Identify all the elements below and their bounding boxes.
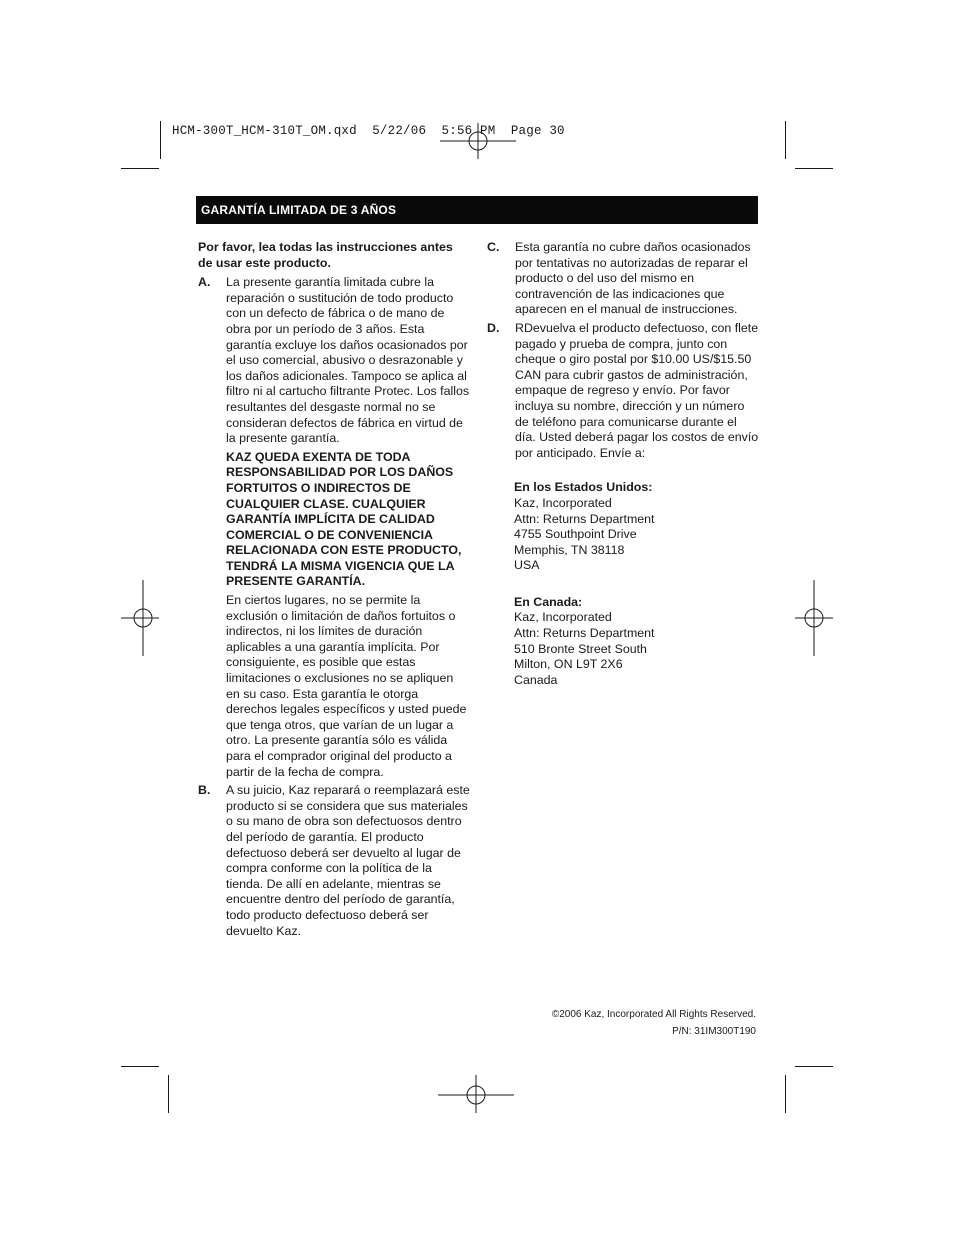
warranty-item-c [487, 240, 759, 318]
address-line: 510 Bronte Street South [514, 641, 647, 656]
item-a-paragraph-3: En ciertos lugares, no se permite la exclusión o limitación de daños fortuitos o indirectos, ni los límites de duración aplicables a una garantía implícita. Por consiguiente, es posible que estas limitaciones o exclusiones no se apliquen en su caso. Esta garantía le otorga derechos legales específicos y usted puede que tenga otros, que varían de un lugar a otro. La presente garantía sólo es válida para el comprador original del producto a partir de la fecha de compra. [226, 593, 467, 779]
right-column [487, 240, 759, 688]
page-footer [552, 1007, 756, 1040]
address-line: Milton, ON L9T 2X6 [514, 657, 623, 672]
copyright-text: ©2006 Kaz, Incorporated All Rights Reserved. [551, 1009, 756, 1020]
crop-mark-top-right-horizontal [795, 168, 833, 169]
item-a-disclaimer: KAZ QUEDA EXENTA DE TODA RESPONSABILIDAD POR LOS DAÑOS FORTUITOS O INDIRECTOS DE CUALQUIER CLASE. CUALQUIER GARANTÍA IMPLÍCITA DE CALIDAD COMERCIAL O DE CONVENIENCIA RELACIONADA CON ESTE PRODUCTO, TENDRÁ LA MISMA VIGENCIA QUE LA PRESENTE GARANTÍA. [226, 449, 462, 589]
item-d-paragraph: RDevuelva el producto defectuoso, con flete pagado y prueba de compra, junto con cheque o giro postal por $10.00 US/$15.50 CAN para cubrir gastos de administración, empaque de regreso y envío. Por favor incluya su nombre, dirección y un número de teléfono para comunicarse durante el día. Usted deberá pagar los costos de envío por anticipado. Envíe a: [515, 320, 759, 460]
address-heading: En los Estados Unidos: [514, 480, 653, 495]
crop-mark-top-left-horizontal [121, 168, 159, 169]
section-banner [196, 196, 758, 224]
item-b-paragraph: A su juicio, Kaz reparará o reemplazará este producto si se considera que sus materiales o su mano de obra son defectuosos dentro del período de garantía. El producto defectuoso deberá ser devuelto al lugar de compra conforme con la política de la tienda. De allí en adelante, mientras se encuentre dentro del período de garantía, todo producto defectuoso deberá ser devuelto Kaz. [226, 783, 470, 938]
registration-mark-left-icon [121, 580, 159, 656]
registration-mark-bottom-icon [438, 1075, 514, 1113]
item-label: B. [198, 783, 211, 798]
item-a-paragraph-1: La presente garantía limitada cubre la reparación o sustitución de todo producto con un defecto de fábrica o de mano de obra por un período de 3 años. Esta garantía excluye los daños ocasionados por el uso comercial, abusivo o desrazonable y los daños adicionales. Tampoco se aplica al filtro ni al cartucho filtrante Protec. Los fallos resultantes del desgaste normal no se consideran defectos de fábrica en virtud de la presente garantía. [226, 275, 470, 446]
registration-mark-right-icon [795, 580, 833, 656]
crop-mark-bottom-left-vertical [168, 1075, 169, 1113]
address-heading: En Canada: [514, 594, 583, 609]
registration-mark-top-icon [440, 123, 516, 159]
address-line: Kaz, Incorporated [514, 610, 612, 625]
address-line: Attn: Returns Department [514, 626, 655, 641]
address-canada [487, 595, 759, 689]
crop-mark-top-right-vertical [785, 121, 786, 159]
address-usa [487, 480, 759, 574]
warranty-item-b [198, 783, 470, 939]
intro-text: Por favor, lea todas las instrucciones antes de usar este producto. [198, 240, 453, 270]
left-column [198, 240, 470, 942]
banner-title: GARANTÍA LIMITADA DE 3 AÑOS [201, 203, 397, 217]
item-c-paragraph: Esta garantía no cubre daños ocasionados por tentativas no autorizadas de reparar el producto o del uso del mismo en contravención de las indicaciones que aparecen en el manual de instrucciones. [515, 240, 751, 317]
address-line: Attn: Returns Department [514, 511, 655, 526]
part-number: P/N: 31IM300T190 [672, 1025, 756, 1037]
address-line: 4755 Southpoint Drive [514, 527, 637, 542]
warranty-item-a [198, 275, 470, 780]
print-slug: HCM-300T_HCM-310T_OM.qxd 5/22/06 5:56 PM Page 30 [172, 124, 565, 138]
crop-mark-bottom-left-horizontal [121, 1066, 159, 1067]
warranty-item-d [487, 321, 759, 461]
crop-mark-bottom-right-vertical [785, 1075, 786, 1113]
item-label: A. [198, 275, 211, 290]
item-label: D. [487, 320, 500, 335]
address-line: Memphis, TN 38118 [514, 542, 625, 557]
crop-mark-top-left-vertical [160, 121, 161, 159]
address-line: Canada [514, 672, 558, 687]
item-label: C. [487, 240, 500, 254]
address-line: USA [514, 558, 540, 573]
address-line: Kaz, Incorporated [514, 495, 612, 510]
crop-mark-bottom-right-horizontal [795, 1066, 833, 1067]
